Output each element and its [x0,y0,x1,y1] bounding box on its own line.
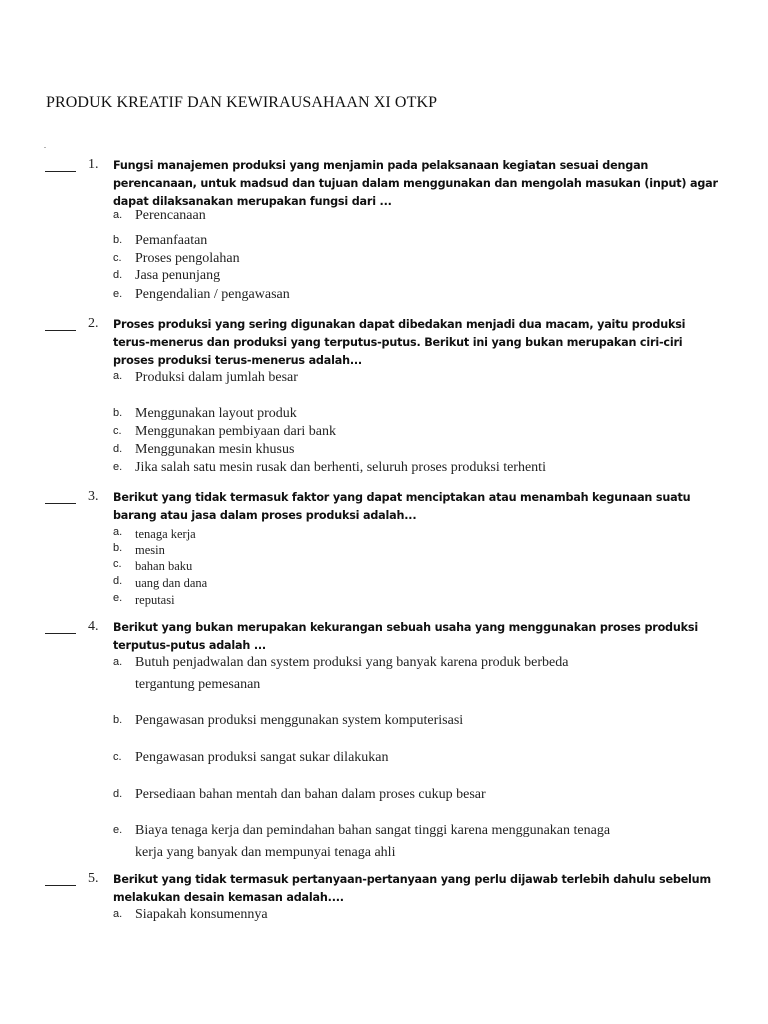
option-text: Menggunakan mesin khusus [135,442,295,457]
answer-blank[interactable] [45,171,76,172]
option-letter: a. [113,656,123,668]
option-letter: b. [113,542,123,554]
option-letter: c. [113,558,122,570]
question-text: Proses produksi yang sering digunakan dapat dibedakan menjadi dua macam, yaitu produksi terus-menerus dan produksi yang terputus-putus. Berikut ini yang bukan merupakan ciri-ciri proses produksi terus-menerus adalah... [113,318,686,367]
question-number: 3. [88,489,99,504]
option-letter: c. [113,252,122,264]
option-letter: e. [113,461,123,473]
option-letter: b. [113,407,123,419]
question-text: Fungsi manajemen produksi yang menjamin pada pelaksanaan kegiatan sesuai dengan perencanaan, untuk madsud dan tujuan dalam menggunakan dan mengolah masukan (input) agar dapat dilaksanakan merupakan fungsi dari ... [113,159,718,208]
question-number: 2. [88,316,99,331]
option-letter: e. [113,288,123,300]
option-text: uang dan dana [135,576,208,590]
option-text: Jasa penunjang [135,268,221,283]
option-text: Proses pengolahan [135,251,240,266]
question-number: 5. [88,871,99,886]
question-text: Berikut yang bukan merupakan kekurangan sebuah usaha yang menggunakan proses produksi terputus-putus adalah ... [113,621,698,652]
option-letter: d. [113,575,123,587]
option-letter: a. [113,526,123,538]
option-text: Menggunakan pembiyaan dari bank [135,424,336,439]
option-letter: c. [113,751,122,763]
option-text: Jika salah satu mesin rusak dan berhenti, seluruh proses produksi terhenti [135,460,546,475]
answer-blank[interactable] [45,330,76,331]
stray-dot: . [44,141,46,150]
question-text: Berikut yang tidak termasuk pertanyaan-pertanyaan yang perlu dijawab terlebih dahulu sebelum melakukan desain kemasan adalah.... [113,873,711,904]
answer-blank[interactable] [45,633,76,634]
option-text: reputasi [135,593,175,607]
question-number: 4. [88,619,99,634]
option-text: Produksi dalam jumlah besar [135,370,298,385]
option-letter: c. [113,425,122,437]
option-text: Pengendalian / pengawasan [135,287,290,302]
answer-blank[interactable] [45,885,76,886]
page-title: PRODUK KREATIF DAN KEWIRAUSAHAAN XI OTKP [46,94,438,111]
option-letter: e. [113,592,123,604]
option-letter: d. [113,269,123,281]
option-text: bahan baku [135,559,193,573]
option-letter: a. [113,370,123,382]
option-text: Pengawasan produksi sangat sukar dilakukan [135,750,389,765]
option-text: Butuh penjadwalan dan system produksi yang banyak karena produk berbeda tergantung pemesanan [135,655,569,692]
question-number: 1. [88,157,99,172]
option-text: Pengawasan produksi menggunakan system komputerisasi [135,713,464,728]
option-letter: b. [113,234,123,246]
option-text: Persediaan bahan mentah dan bahan dalam proses cukup besar [135,787,486,802]
option-text: Biaya tenaga kerja dan pemindahan bahan sangat tinggi karena menggunakan tenaga kerja yang banyak dan mempunyai tenaga ahli [135,823,611,860]
option-text: Siapakah konsumennya [135,907,268,922]
option-letter: a. [113,209,123,221]
option-text: tenaga kerja [135,527,196,541]
option-text: Pemanfaatan [135,233,208,248]
option-text: Perencanaan [135,208,206,223]
option-letter: d. [113,788,123,800]
option-letter: d. [113,443,123,455]
option-letter: a. [113,908,123,920]
option-letter: e. [113,824,123,836]
answer-blank[interactable] [45,503,76,504]
option-letter: b. [113,714,123,726]
question-text: Berikut yang tidak termasuk faktor yang dapat menciptakan atau menambah kegunaan suatu barang atau jasa dalam proses produksi adalah... [113,491,691,522]
option-text: Menggunakan layout produk [135,406,297,421]
option-text: mesin [135,543,165,557]
